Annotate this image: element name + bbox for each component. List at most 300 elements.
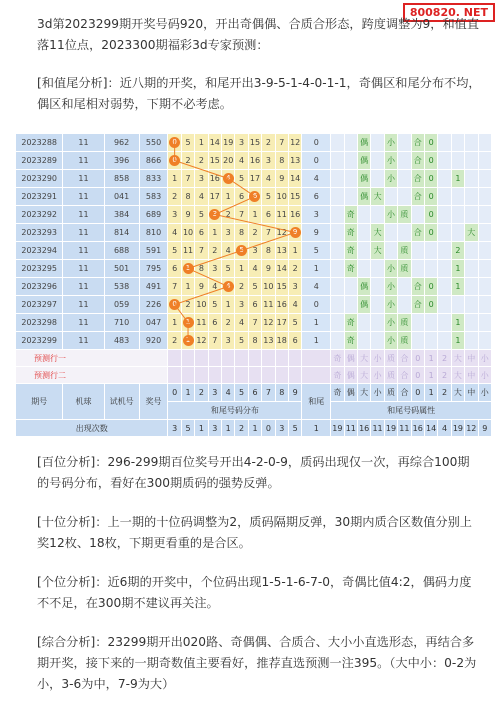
attr-cell (411, 242, 424, 260)
attr-cell (371, 206, 384, 224)
count-attr-cell: 12 (465, 420, 478, 437)
hit-digit-cell (248, 188, 261, 206)
draw-row (16, 170, 492, 188)
attr-cell: 0 (424, 206, 437, 224)
prediction-attr-cell: 大 (451, 350, 464, 367)
attr-cell (331, 332, 344, 350)
prediction-digit-cell (181, 350, 194, 367)
attr-cell: 质 (398, 314, 411, 332)
miss-count-cell: 4 (168, 224, 181, 242)
miss-count-cell: 2 (235, 278, 248, 296)
attr-header: 奇 (331, 384, 344, 402)
miss-count-cell: 17 (248, 170, 261, 188)
count-digit-cell: 0 (262, 420, 275, 437)
test-number-cell: 858 (104, 170, 139, 188)
attr-header: 偶 (344, 384, 357, 402)
attr-cell: 小 (384, 260, 397, 278)
draw-row (16, 188, 492, 206)
miss-count-cell: 7 (195, 242, 208, 260)
digit-header: 6 (248, 384, 261, 402)
miss-count-cell: 2 (222, 314, 235, 332)
miss-count-cell: 6 (168, 260, 181, 278)
machine-cell: 11 (63, 224, 104, 242)
prediction-digit-cell (208, 350, 221, 367)
attr-cell: 小 (384, 170, 397, 188)
attr-cell: 0 (424, 224, 437, 242)
attr-cell: 偶 (357, 188, 370, 206)
miss-count-cell: 9 (195, 278, 208, 296)
miss-count-cell: 3 (208, 260, 221, 278)
miss-count-cell: 1 (248, 206, 261, 224)
attr-cell (478, 134, 492, 152)
miss-count-cell: 15 (208, 152, 221, 170)
attr-cell: 奇 (344, 242, 357, 260)
miss-count-cell: 9 (262, 260, 275, 278)
attr-cell (331, 260, 344, 278)
attr-cell (371, 296, 384, 314)
miss-count-cell: 19 (222, 134, 235, 152)
attr-header: 中 (465, 384, 478, 402)
hundreds-head: [百位分析]： (37, 455, 108, 469)
hundreds-paragraph (37, 452, 481, 494)
count-row (16, 420, 492, 437)
miss-count-cell: 8 (262, 242, 275, 260)
prediction-row[interactable] (16, 350, 492, 367)
prediction-attr-cell: 合 (398, 367, 411, 384)
attr-cell: 质 (398, 206, 411, 224)
miss-count-cell: 7 (248, 314, 261, 332)
miss-count-cell: 4 (208, 278, 221, 296)
prediction-attr-cell: 2 (438, 350, 451, 367)
attr-cell: 合 (411, 152, 424, 170)
attr-cell: 合 (411, 134, 424, 152)
attr-cell: 偶 (357, 278, 370, 296)
miss-count-cell: 6 (248, 296, 261, 314)
draw-row (16, 134, 492, 152)
attr-cell (344, 278, 357, 296)
period-cell: 2023291 (16, 188, 63, 206)
attr-cell (371, 260, 384, 278)
hit-digit-cell (208, 206, 221, 224)
attr-cell: 质 (398, 260, 411, 278)
prediction-attr-cell: 质 (384, 367, 397, 384)
attr-cell (438, 188, 451, 206)
attr-cell (331, 134, 344, 152)
attr-cell (424, 260, 437, 278)
attr-cell: 偶 (357, 134, 370, 152)
attr-cell (451, 296, 464, 314)
test-number-cell: 501 (104, 260, 139, 278)
machine-cell: 11 (63, 242, 104, 260)
attr-cell (411, 206, 424, 224)
attr-cell (478, 314, 492, 332)
attr-cell (438, 170, 451, 188)
miss-count-cell: 2 (181, 152, 194, 170)
prediction-attr-cell: 0 (411, 350, 424, 367)
attr-cell (331, 224, 344, 242)
miss-count-cell: 2 (168, 188, 181, 206)
digit-header: 2 (195, 384, 208, 402)
attr-cell (398, 278, 411, 296)
miss-count-cell: 12 (195, 332, 208, 350)
hit-ball: 1 (183, 263, 194, 274)
miss-count-cell: 8 (275, 152, 288, 170)
digit-header: 4 (222, 384, 235, 402)
prediction-attr-cell: 奇 (331, 367, 344, 384)
miss-count-cell: 10 (275, 188, 288, 206)
attr-cell: 小 (384, 152, 397, 170)
attr-cell (465, 152, 478, 170)
miss-count-cell: 12 (275, 224, 288, 242)
prediction-attr-cell: 小 (371, 367, 384, 384)
hit-ball: 4 (223, 173, 234, 184)
miss-count-cell: 4 (195, 188, 208, 206)
miss-count-cell: 6 (195, 224, 208, 242)
attr-cell: 0 (424, 296, 437, 314)
machine-cell: 11 (63, 152, 104, 170)
prediction-attr-cell: 中 (465, 367, 478, 384)
count-digit-cell: 3 (168, 420, 181, 437)
test-number-cell: 710 (104, 314, 139, 332)
attr-header: 1 (424, 384, 437, 402)
prediction-digit-cell (302, 367, 331, 384)
hit-digit-cell (168, 152, 181, 170)
test-number-cell: 814 (104, 224, 139, 242)
attr-cell (344, 152, 357, 170)
miss-count-cell: 5 (235, 332, 248, 350)
attr-cell (411, 260, 424, 278)
attr-cell (465, 332, 478, 350)
overall-paragraph (37, 632, 481, 695)
hundreds-body: 296-299期百位奖号开出4-2-0-9，质码出现仅一次，再综合100期的号码分布，看好在300期质码的强势反弹。 (37, 455, 470, 490)
overall-head: [综合分析]： (37, 635, 108, 649)
miss-count-cell: 4 (248, 260, 261, 278)
test-number-cell: 483 (104, 332, 139, 350)
digit-header: 0 (168, 384, 181, 402)
prediction-attr-cell: 1 (424, 367, 437, 384)
period-cell: 2023299 (16, 332, 63, 350)
attr-cell (331, 206, 344, 224)
attr-cell: 奇 (344, 260, 357, 278)
attr-cell (465, 134, 478, 152)
attr-cell (438, 242, 451, 260)
attr-cell (411, 314, 424, 332)
miss-count-cell: 3 (235, 296, 248, 314)
prediction-digit-cell (248, 367, 261, 384)
count-digit-cell: 1 (195, 420, 208, 437)
count-attr-cell: 19 (331, 420, 344, 437)
machine-cell: 11 (63, 296, 104, 314)
prize-number-cell: 550 (139, 134, 168, 152)
attr-cell (398, 188, 411, 206)
prediction-attr-cell: 中 (465, 350, 478, 367)
attr-cell (371, 278, 384, 296)
tail-value-cell: 1 (302, 332, 331, 350)
attr-cell (357, 206, 370, 224)
miss-count-cell: 16 (248, 152, 261, 170)
intro-paragraph: 3d第2023299期开奖号码920，开出奇偶偶、合质合形态，跨度调整为9，和值直落11位点，2023300期福彩3d专家预测： (37, 17, 480, 52)
attr-header: 0 (411, 384, 424, 402)
attr-cell (451, 134, 464, 152)
count-digit-cell: 1 (222, 420, 235, 437)
period-cell: 2023290 (16, 170, 63, 188)
draw-row (16, 332, 492, 350)
tail-header: 和尾 (302, 384, 331, 420)
hit-digit-cell (235, 242, 248, 260)
attr-cell (331, 188, 344, 206)
attr-cell (331, 278, 344, 296)
miss-count-cell: 12 (288, 134, 301, 152)
attr-cell: 0 (424, 152, 437, 170)
hit-ball: 9 (290, 227, 301, 238)
miss-count-cell: 2 (222, 206, 235, 224)
units-paragraph (37, 572, 481, 614)
attr-cell: 0 (424, 170, 437, 188)
hit-ball: 4 (223, 281, 234, 292)
attr-cell (398, 152, 411, 170)
miss-count-cell: 5 (248, 278, 261, 296)
miss-count-cell: 6 (262, 206, 275, 224)
prediction-attr-cell: 0 (411, 367, 424, 384)
prediction-digit-cell (222, 367, 235, 384)
attr-cell (357, 314, 370, 332)
miss-count-cell: 5 (195, 206, 208, 224)
prediction-attr-cell: 大 (451, 367, 464, 384)
hit-digit-cell (288, 224, 301, 242)
prediction-digit-cell (181, 367, 194, 384)
attr-cell: 0 (424, 278, 437, 296)
attr-cell (438, 332, 451, 350)
attr-cell (438, 134, 451, 152)
miss-count-cell: 4 (222, 242, 235, 260)
miss-count-cell: 1 (168, 170, 181, 188)
miss-count-cell: 3 (222, 332, 235, 350)
prize-number-cell: 583 (139, 188, 168, 206)
attr-header: 合 (398, 384, 411, 402)
tens-paragraph (37, 512, 481, 554)
miss-count-cell: 7 (262, 224, 275, 242)
prediction-row[interactable] (16, 367, 492, 384)
miss-count-cell: 5 (235, 170, 248, 188)
attr-cell (451, 206, 464, 224)
attr-cell: 奇 (344, 332, 357, 350)
attr-header: 小 (371, 384, 384, 402)
hit-digit-cell (181, 260, 194, 278)
attr-cell: 小 (384, 314, 397, 332)
attr-cell (478, 206, 492, 224)
prediction-attr-cell: 小 (478, 367, 492, 384)
draw-row (16, 260, 492, 278)
miss-count-cell: 1 (195, 134, 208, 152)
count-attr-cell: 11 (398, 420, 411, 437)
draw-row (16, 278, 492, 296)
prediction-digit-cell (168, 367, 181, 384)
prize-number-cell: 866 (139, 152, 168, 170)
miss-count-cell: 10 (262, 278, 275, 296)
miss-count-cell: 3 (288, 278, 301, 296)
prediction-digit-cell (262, 350, 275, 367)
miss-count-cell: 15 (248, 134, 261, 152)
draw-row (16, 152, 492, 170)
attr-cell (371, 314, 384, 332)
trend-table (15, 133, 492, 437)
test-number-cell: 059 (104, 296, 139, 314)
miss-count-cell: 4 (262, 170, 275, 188)
tail-value-cell: 0 (302, 296, 331, 314)
hit-ball: 5 (236, 245, 247, 256)
period-cell: 2023296 (16, 278, 63, 296)
count-attr-cell: 4 (438, 420, 451, 437)
prediction-digit-cell (262, 367, 275, 384)
attr-cell (451, 152, 464, 170)
miss-count-cell: 2 (168, 332, 181, 350)
hit-ball: 1 (183, 317, 194, 328)
count-digit-cell: 3 (208, 420, 221, 437)
attr-cell (371, 332, 384, 350)
digit-header: 1 (181, 384, 194, 402)
period-cell: 2023297 (16, 296, 63, 314)
test-number-cell: 396 (104, 152, 139, 170)
test-number-cell: 688 (104, 242, 139, 260)
test-number-cell: 538 (104, 278, 139, 296)
attr-cell: 1 (451, 278, 464, 296)
miss-count-cell: 16 (208, 170, 221, 188)
attr-cell (384, 224, 397, 242)
attr-cell: 奇 (344, 224, 357, 242)
hit-ball: 0 (169, 299, 180, 310)
miss-count-cell: 8 (181, 188, 194, 206)
hit-digit-cell (222, 170, 235, 188)
hit-digit-cell (181, 314, 194, 332)
attr-cell: 质 (398, 242, 411, 260)
attr-cell (438, 260, 451, 278)
miss-count-cell: 3 (248, 242, 261, 260)
tail-value-cell: 3 (302, 206, 331, 224)
period-cell: 2023294 (16, 242, 63, 260)
digit-group-header: 和尾号码分布 (168, 402, 302, 420)
draw-row (16, 242, 492, 260)
count-attr-cell: 11 (371, 420, 384, 437)
draw-row (16, 296, 492, 314)
attr-cell (465, 206, 478, 224)
prediction-attr-cell: 质 (384, 350, 397, 367)
prize-number-cell: 833 (139, 170, 168, 188)
miss-count-cell: 1 (181, 278, 194, 296)
hit-digit-cell (181, 332, 194, 350)
prize-number-cell: 810 (139, 224, 168, 242)
period-cell: 2023289 (16, 152, 63, 170)
miss-count-cell: 1 (222, 188, 235, 206)
count-digit-cell: 1 (248, 420, 261, 437)
attr-cell: 大 (371, 242, 384, 260)
prediction-digit-cell (222, 350, 235, 367)
units-body: 近6期的开奖中，个位码出现1-5-1-6-7-0，奇偶比值4:2，偶码力度不不足，在300期不建议再关注。 (37, 575, 472, 610)
miss-count-cell: 2 (195, 152, 208, 170)
prediction-attr-cell: 偶 (344, 367, 357, 384)
prediction-label: 预测行一 (16, 350, 168, 367)
attr-cell (331, 314, 344, 332)
miss-count-cell: 6 (208, 314, 221, 332)
count-digit-cell: 2 (235, 420, 248, 437)
attr-cell (344, 188, 357, 206)
miss-count-cell: 3 (168, 206, 181, 224)
miss-count-cell: 14 (275, 260, 288, 278)
miss-count-cell: 4 (235, 314, 248, 332)
attr-cell (371, 152, 384, 170)
attr-cell (331, 152, 344, 170)
prediction-digit-cell (235, 350, 248, 367)
tail-value-cell: 4 (302, 278, 331, 296)
attr-cell (438, 206, 451, 224)
attr-cell: 偶 (357, 296, 370, 314)
prediction-attr-cell: 偶 (344, 350, 357, 367)
hit-ball: 3 (209, 209, 220, 220)
count-digit-cell: 5 (181, 420, 194, 437)
miss-count-cell: 14 (208, 134, 221, 152)
attr-cell (438, 224, 451, 242)
attr-cell (478, 278, 492, 296)
prediction-digit-cell (208, 367, 221, 384)
miss-count-cell: 8 (235, 224, 248, 242)
attr-cell (465, 242, 478, 260)
miss-count-cell: 9 (181, 206, 194, 224)
miss-count-cell: 16 (288, 206, 301, 224)
miss-count-cell: 17 (208, 188, 221, 206)
miss-count-cell: 9 (275, 170, 288, 188)
period-header: 期号 (16, 384, 63, 420)
attr-cell (465, 278, 478, 296)
attr-cell: 合 (411, 224, 424, 242)
count-attr-cell: 14 (424, 420, 437, 437)
prediction-digit-cell (302, 350, 331, 367)
miss-count-cell: 5 (288, 314, 301, 332)
miss-count-cell: 11 (195, 314, 208, 332)
count-attr-cell: 16 (411, 420, 424, 437)
tail-value-cell: 9 (302, 224, 331, 242)
miss-count-cell: 4 (235, 152, 248, 170)
miss-count-cell: 2 (288, 260, 301, 278)
count-attr-cell: 19 (384, 420, 397, 437)
attr-cell: 小 (384, 296, 397, 314)
attr-header: 质 (384, 384, 397, 402)
miss-count-cell: 2 (248, 224, 261, 242)
hit-ball: 0 (169, 137, 180, 148)
miss-count-cell: 18 (275, 332, 288, 350)
miss-count-cell: 1 (208, 224, 221, 242)
attr-cell (478, 188, 492, 206)
attr-cell (344, 296, 357, 314)
miss-count-cell: 6 (288, 332, 301, 350)
prediction-attr-cell: 小 (478, 350, 492, 367)
attr-cell (357, 242, 370, 260)
attr-cell: 合 (411, 296, 424, 314)
units-head: [个位分析]： (37, 575, 108, 589)
miss-count-cell: 7 (181, 170, 194, 188)
attr-cell (384, 242, 397, 260)
overall-body: 23299期开出020路、奇偶偶、合质合、大小小直选形态，再结合多期开奖，接下来的一期奇数值主要看好，推荐直选预测一注395。（大中小：0-2为小，3-6为中，7-9为大） (37, 635, 477, 691)
sum-analysis-body: 近八期的开奖，和尾开出3-9-5-1-4-0-1-1，奇偶区和尾分布不均，偶区和尾相对弱势，下期不必考虑。 (37, 76, 481, 111)
attr-cell: 偶 (357, 170, 370, 188)
attr-cell (465, 296, 478, 314)
attr-cell (357, 224, 370, 242)
test-number-cell: 041 (104, 188, 139, 206)
miss-count-cell: 10 (195, 296, 208, 314)
prediction-digit-cell (275, 367, 288, 384)
count-label: 出现次数 (16, 420, 168, 437)
attr-cell (411, 332, 424, 350)
digit-header: 8 (275, 384, 288, 402)
tens-body: 上一期的十位码调整为2，质码隔期反弹，30期内质合区数值分别上奖12枚、18枚，下期更看重的是合区。 (37, 515, 472, 550)
